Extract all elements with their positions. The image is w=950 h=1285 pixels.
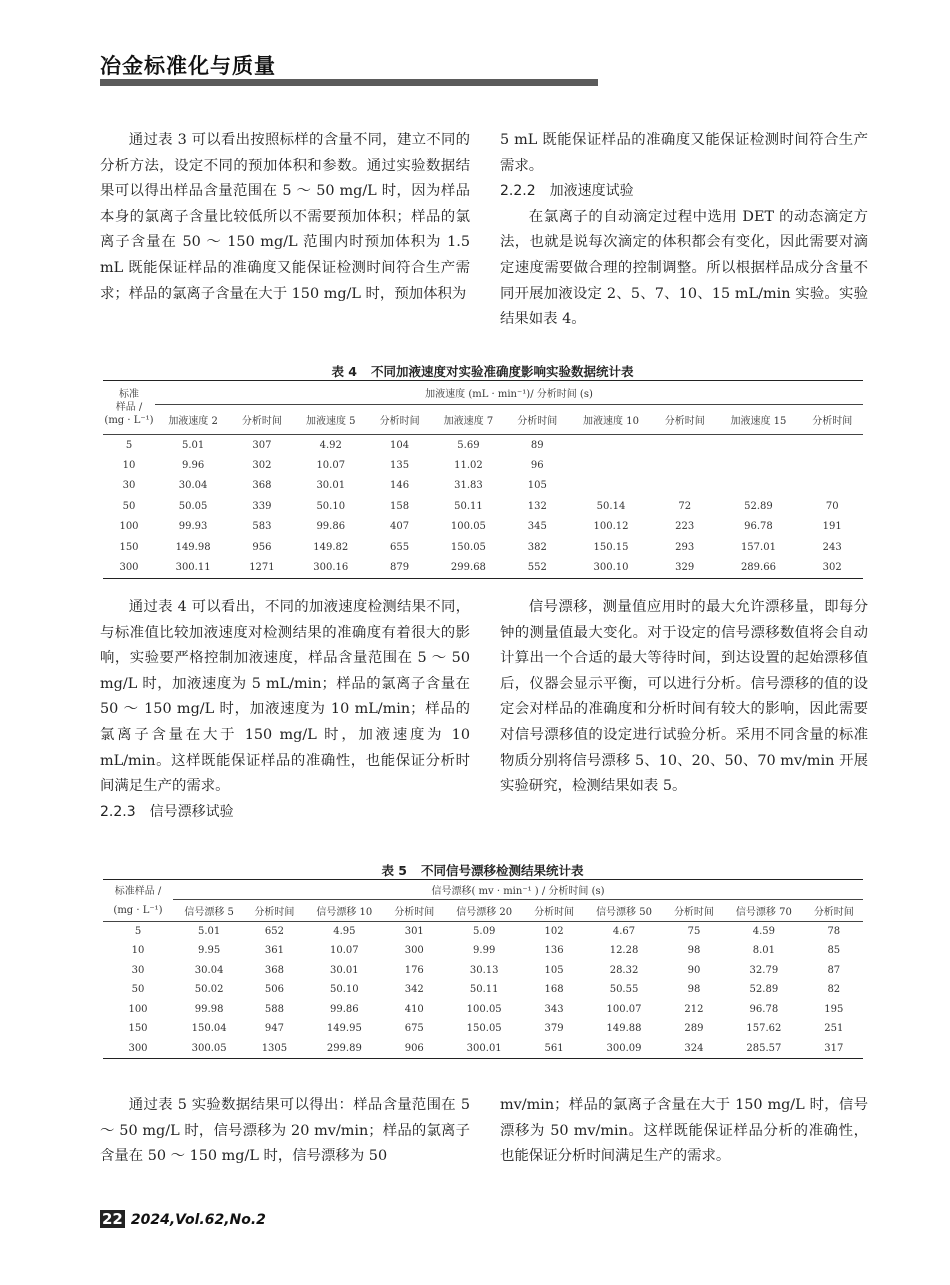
- table-cell: [801, 435, 863, 456]
- table-cell: 191: [822, 521, 842, 533]
- table-cell: 30: [131, 964, 145, 976]
- column-header: 分析时间: [801, 405, 863, 435]
- table-cell: 329: [654, 558, 716, 579]
- section-title: 加液速度试验: [549, 183, 634, 200]
- column-header: 加液速度 5: [293, 405, 369, 435]
- table-title: 不同信号漂移检测结果统计表: [421, 863, 584, 878]
- table-cell: 675: [404, 1023, 424, 1035]
- table-cell: 50.10: [316, 500, 346, 512]
- table-cell: 588: [264, 1003, 284, 1015]
- table-cell: 293: [675, 541, 695, 553]
- table-cell: 75: [687, 926, 701, 937]
- table-cell: 100.07: [606, 1003, 642, 1015]
- table-cell: 343: [544, 1003, 564, 1015]
- table-cell: 301: [404, 926, 424, 937]
- table-cell: [715, 476, 801, 497]
- table-cell: 361: [264, 945, 284, 957]
- table-cell: 150.05: [466, 1023, 502, 1035]
- table-number: 表 4: [331, 364, 358, 379]
- column-header: 信号漂移 10: [304, 900, 386, 922]
- table-cell: [654, 435, 716, 456]
- table-cell: 302: [801, 558, 863, 579]
- page-number: 22: [102, 1210, 123, 1228]
- table-cell: [568, 435, 654, 456]
- table-cell: 5: [134, 926, 142, 937]
- column-header: 分析时间: [245, 900, 303, 922]
- table-row: [103, 537, 863, 558]
- table-cell: 251: [824, 1023, 844, 1035]
- table-cell: 90: [687, 964, 701, 976]
- table-cell: 10.07: [316, 459, 346, 471]
- table-cell: 652: [264, 926, 284, 937]
- table-cell: [715, 435, 801, 456]
- table-cell: 5.69: [457, 439, 480, 451]
- table-cell: 300.05: [173, 1039, 245, 1059]
- table-cell: 149.88: [606, 1023, 642, 1035]
- page-footer: [100, 1210, 266, 1228]
- table-number: 表 5: [381, 863, 408, 878]
- issue-info: 2024,Vol.62,No.2: [130, 1212, 266, 1228]
- table4: [103, 380, 863, 579]
- table-cell: 10: [131, 945, 145, 957]
- span-header: 信号漂移( mv · min⁻¹ ) / 分析时间 (s): [173, 880, 863, 900]
- paragraph: 通过表 4 可以看出，不同的加液速度检测结果不同，与标准值比较加液速度对检测结果的准确度有着很大的影响，实验要严格控制加液速度，样品含量范围在 5 ～ 50 mg/L 时，加液速度为 5 mL/min；样品的氯离子含量在 50 ～ 150 mg/L 时，加液速度为 10 mL/min；样品的氯离子含量在大于 150 mg/L 时，加液速度为 10 mL/min。这样既能保证样品的准确性，也能保证分析时间满足生产的需求。: [100, 599, 470, 795]
- table-cell: 561: [525, 1039, 583, 1059]
- journal-title: 冶金标准化与质量: [100, 54, 276, 78]
- table-cell: 85: [827, 945, 841, 957]
- table-cell: 100.05: [466, 1003, 502, 1015]
- column-header: 分析时间: [654, 405, 716, 435]
- table-cell: 410: [404, 1003, 424, 1015]
- paragraph: 5 mL 既能保证样品的准确度又能保证检测时间符合生产需求。: [500, 132, 868, 174]
- table-cell: 149.98: [175, 541, 211, 553]
- stub-header: [103, 381, 155, 435]
- table-cell: 195: [824, 1003, 844, 1015]
- mid-left-column: [100, 595, 470, 825]
- table-cell: 30.13: [469, 964, 499, 976]
- table-cell: 98: [687, 984, 701, 996]
- stub-header-unit: (mg · L⁻¹): [103, 900, 173, 922]
- table-cell: 300.10: [568, 558, 654, 579]
- table-cell: 30.01: [330, 964, 359, 976]
- table-cell: 50.05: [178, 500, 208, 512]
- table-cell: 9.95: [197, 945, 221, 957]
- table-row: [103, 1019, 863, 1039]
- table-cell: 4.59: [752, 926, 775, 937]
- table-cell: 300: [103, 558, 155, 579]
- column-header: 加液速度 10: [568, 405, 654, 435]
- table-cell: 136: [544, 945, 564, 957]
- table-cell: 300: [103, 1039, 173, 1059]
- table-cell: 285.57: [723, 1039, 805, 1059]
- table-cell: 300.16: [293, 558, 369, 579]
- table-cell: 302: [252, 459, 272, 471]
- table-cell: 149.95: [326, 1023, 362, 1035]
- table-title: 不同加液速度对实验准确度影响实验数据统计表: [371, 364, 634, 379]
- table-cell: 89: [530, 439, 544, 451]
- table-cell: 379: [544, 1023, 564, 1035]
- table-cell: 299.89: [304, 1039, 386, 1059]
- table-cell: 28.32: [609, 964, 639, 976]
- table-cell: 87: [827, 964, 841, 976]
- table-cell: 99.86: [316, 521, 346, 533]
- table-cell: 50.11: [469, 984, 499, 996]
- table-cell: 78: [827, 926, 841, 937]
- table-cell: [568, 476, 654, 497]
- paragraph: 信号漂移，测量值应用时的最大允许漂移量，即每分钟的测量值最大变化。对于设定的信号漂移数值将会自动计算出一个合适的最大等待时间，到达设置的起始漂移值后，仪器会显示平衡，可以进行分析。信号漂移的值的设定会对样品的准确度和分析时间有较大的影响，因此需要对信号漂移值的设定进行试验分析。采用不同含量的标准物质分别将信号漂移 5、10、20、50、70 mv/min 开展实验研究，检测结果如表 5。: [500, 599, 868, 795]
- table-cell: [654, 476, 716, 497]
- table5: [103, 879, 863, 1059]
- table-cell: 100: [128, 1003, 148, 1015]
- table-cell: 50.55: [609, 984, 639, 996]
- table-row: [103, 1039, 863, 1059]
- table-cell: 8.01: [752, 945, 775, 957]
- section-heading: [500, 179, 868, 205]
- table-cell: [715, 455, 801, 476]
- table-cell: [801, 455, 863, 476]
- table-cell: 1271: [231, 558, 293, 579]
- section-title: 信号漂移试验: [149, 803, 234, 820]
- table-row: [103, 941, 863, 961]
- table-cell: 50.10: [330, 984, 359, 996]
- table-cell: 5.01: [181, 439, 205, 451]
- header-bar: [100, 79, 598, 86]
- paragraph: 通过表 5 实验数据结果可以得出：样品含量范围在 5 ～ 50 mg/L 时，信号漂移为 20 mv/min；样品的氯离子含量在 50 ～ 150 mg/L 时，信号漂移为 50: [100, 1097, 470, 1165]
- table-cell: 243: [822, 541, 842, 553]
- table-cell: 100: [119, 521, 139, 533]
- table-cell: 100.12: [593, 521, 629, 533]
- table-cell: 956: [252, 541, 272, 553]
- column-header: 分析时间: [385, 900, 443, 922]
- table-cell: 32.79: [749, 964, 779, 976]
- table-cell: 289: [684, 1023, 704, 1035]
- table-cell: 99.86: [330, 1003, 359, 1015]
- table-cell: 382: [527, 541, 547, 553]
- column-header: 分析时间: [507, 405, 569, 435]
- table-cell: 12.28: [609, 945, 639, 957]
- table-cell: 906: [385, 1039, 443, 1059]
- table-cell: 168: [544, 984, 564, 996]
- table-cell: 300: [404, 945, 424, 957]
- table-cell: 70: [825, 500, 839, 512]
- table-cell: 30.04: [194, 964, 224, 976]
- table-row: [103, 455, 863, 476]
- table-cell: 31.83: [454, 480, 483, 492]
- table5-caption: [100, 861, 865, 879]
- table-cell: 9.99: [473, 945, 496, 957]
- table-cell: 1305: [245, 1039, 303, 1059]
- table-cell: 105: [527, 480, 547, 492]
- mid-right-column: [500, 595, 868, 800]
- paragraph: 通过表 3 可以看出按照标样的含量不同，建立不同的分析方法，设定不同的预加体积和参数。通过实验数据结果可以得出样品含量范围在 5 ～ 50 mg/L 时，因为样品本身的氯离子含量比较低所以不需要预加体积；样品的氯离子含量在 50 ～ 150 mg/L 范围内时预加体积为 1.5 mL 既能保证样品的准确度又能保证检测时间符合生产需求；样品的氯离子含量在大于 150 mg/L 时，预加体积为: [100, 132, 470, 302]
- table-cell: 30.01: [316, 480, 346, 492]
- table-cell: 150.15: [593, 541, 629, 553]
- table-cell: [568, 455, 654, 476]
- table-cell: 158: [390, 500, 410, 512]
- table-cell: 307: [252, 439, 272, 451]
- table-cell: 99.93: [178, 521, 208, 533]
- table-row: [103, 476, 863, 497]
- table-cell: 157.62: [746, 1023, 782, 1035]
- table-row: [103, 980, 863, 1000]
- table-cell: 300.01: [443, 1039, 525, 1059]
- table-cell: 146: [390, 480, 410, 492]
- column-header: 分析时间: [665, 900, 723, 922]
- column-header: 分析时间: [805, 900, 863, 922]
- table-cell: 655: [390, 541, 410, 553]
- paragraph: mv/min；样品的氯离子含量在大于 150 mg/L 时，信号漂移为 50 mv/min。这样既能保证样品分析的准确性，也能保证分析时间满足生产的需求。: [500, 1097, 868, 1165]
- table-cell: 105: [544, 964, 564, 976]
- table-cell: 50.02: [194, 984, 224, 996]
- table-cell: 4.67: [612, 926, 636, 937]
- table-row: [103, 1000, 863, 1020]
- column-header: 分析时间: [369, 405, 431, 435]
- table-cell: 150: [119, 541, 139, 553]
- table-cell: 5.01: [197, 926, 221, 937]
- table-cell: 50.11: [454, 500, 483, 512]
- table-cell: 324: [665, 1039, 723, 1059]
- section-heading: [100, 800, 470, 826]
- table-cell: 50: [122, 500, 136, 512]
- table-cell: 368: [252, 480, 272, 492]
- table-cell: 98: [687, 945, 701, 957]
- stub-line: (mg · L⁻¹): [104, 415, 154, 426]
- table-cell: 345: [527, 521, 547, 533]
- table-cell: 11.02: [454, 459, 483, 471]
- column-header: 加液速度 15: [715, 405, 801, 435]
- table-cell: 104: [390, 439, 410, 451]
- table-cell: 4.92: [319, 439, 342, 451]
- table-cell: 30.04: [178, 480, 208, 492]
- table-row: [103, 517, 863, 538]
- column-header: 信号漂移 70: [723, 900, 805, 922]
- table-cell: 157.01: [740, 541, 776, 553]
- span-header: 加液速度 (mL · min⁻¹)/ 分析时间 (s): [155, 381, 863, 405]
- table-cell: 99.98: [194, 1003, 224, 1015]
- table-cell: [801, 476, 863, 497]
- table-cell: 10.07: [330, 945, 359, 957]
- column-header: 分析时间: [231, 405, 293, 435]
- column-header: 信号漂移 20: [443, 900, 525, 922]
- table-cell: 300.11: [155, 558, 231, 579]
- table-cell: 368: [264, 964, 284, 976]
- table-cell: 52.89: [744, 500, 773, 512]
- table-cell: 299.68: [430, 558, 506, 579]
- table-cell: 212: [684, 1003, 704, 1015]
- table-cell: 30: [122, 480, 136, 492]
- top-right-column: [500, 128, 868, 333]
- table-cell: 317: [805, 1039, 863, 1059]
- table-cell: 300.09: [583, 1039, 665, 1059]
- column-header: 分析时间: [525, 900, 583, 922]
- table-cell: 100.05: [450, 521, 486, 533]
- table-cell: [654, 455, 716, 476]
- table-cell: 52.89: [749, 984, 779, 996]
- table-cell: 149.82: [313, 541, 349, 553]
- table-row: [103, 496, 863, 517]
- column-header: 信号漂移 5: [173, 900, 245, 922]
- table-cell: 552: [507, 558, 569, 579]
- table-cell: 5: [125, 439, 133, 451]
- paragraph: 在氯离子的自动滴定过程中选用 DET 的动态滴定方法，也就是说每次滴定的体积都会有变化，因此需要对滴定速度需要做合理的控制调整。所以根据样品成分含量不同开展加液设定 2、5、7、10、15 mL/min 实验。实验结果如表 4。: [500, 208, 868, 328]
- table-cell: 289.66: [715, 558, 801, 579]
- table-cell: 102: [544, 926, 564, 937]
- section-number: 2.2.3: [100, 803, 136, 820]
- table-cell: 342: [404, 984, 424, 996]
- table-cell: 96: [530, 459, 544, 471]
- bottom-left-column: [100, 1093, 470, 1170]
- table-cell: 82: [827, 984, 841, 996]
- table-row: [103, 558, 863, 579]
- stub-line: 样品 /: [115, 402, 143, 413]
- table-cell: 583: [252, 521, 272, 533]
- table-cell: 150.04: [191, 1023, 227, 1035]
- table4-caption: [100, 362, 865, 380]
- table-row: [103, 435, 863, 456]
- table-row: [103, 961, 863, 981]
- column-header: 加液速度 2: [155, 405, 231, 435]
- table-row: [103, 922, 863, 942]
- table-cell: 132: [527, 500, 547, 512]
- table-cell: 407: [390, 521, 410, 533]
- table-cell: 50: [131, 984, 145, 996]
- section-number: 2.2.2: [500, 183, 536, 200]
- table-cell: 150.05: [450, 541, 486, 553]
- bottom-right-column: [500, 1093, 868, 1170]
- stub-header: 标准样品 /: [103, 880, 173, 900]
- table-cell: 96.78: [744, 521, 773, 533]
- table-cell: 50.14: [596, 500, 626, 512]
- table-cell: 176: [404, 964, 424, 976]
- table-cell: 10: [122, 459, 136, 471]
- table-cell: 223: [675, 521, 695, 533]
- table-cell: 96.78: [749, 1003, 779, 1015]
- table-cell: 947: [264, 1023, 284, 1035]
- table-cell: 506: [264, 984, 284, 996]
- table-cell: 150: [128, 1023, 148, 1035]
- table-cell: 4.95: [333, 926, 356, 937]
- table-cell: 339: [252, 500, 272, 512]
- column-header: 加液速度 7: [430, 405, 506, 435]
- table-cell: 72: [678, 500, 692, 512]
- top-left-column: [100, 128, 470, 307]
- table-cell: 9.96: [181, 459, 205, 471]
- table-cell: 5.09: [473, 926, 496, 937]
- table-cell: 879: [369, 558, 431, 579]
- stub-line: 标准: [119, 389, 139, 400]
- column-header: 信号漂移 50: [583, 900, 665, 922]
- table-cell: 135: [390, 459, 410, 471]
